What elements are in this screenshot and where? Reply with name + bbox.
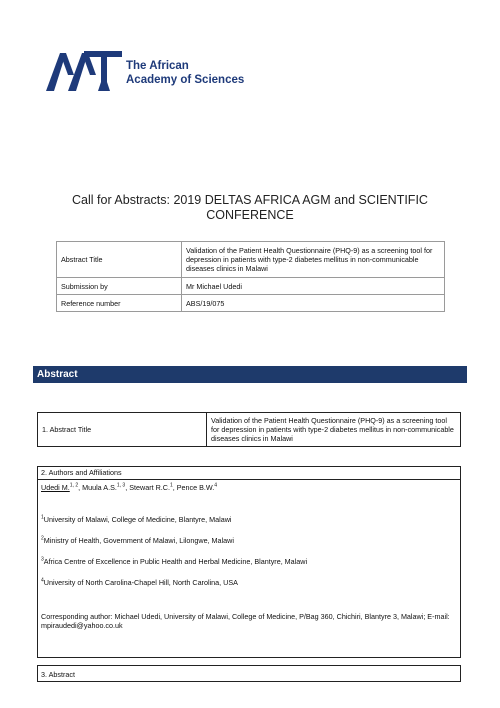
logo-line-2: Academy of Sciences: [126, 74, 245, 86]
author-name: , Stewart R.C.: [125, 483, 170, 492]
corresponding-author: Corresponding author: Michael Udedi, University of Malawi, College of Medicine, P/Bag 360, Chichiri, Blantyre 3, Malawi; E-mail: mpiraudedi@yahoo.co.uk: [41, 612, 450, 630]
affiliation-number: 1: [41, 514, 44, 521]
authors-affiliations-box: [37, 466, 461, 658]
affiliation-text: University of Malawi, College of Medicine, Blantyre, Malawi: [43, 515, 232, 524]
author-name: Udedi M.: [41, 483, 70, 492]
authors-body: [38, 480, 460, 633]
authors-header: 2. Authors and Affiliations: [38, 467, 460, 480]
table-cell-label: Submission by: [57, 278, 182, 295]
affiliation-text: Africa Centre of Excellence in Public Health and Herbal Medicine, Blantyre, Malawi: [43, 557, 308, 566]
author-affil-ref: 1, 3: [116, 482, 126, 489]
table-row: [57, 278, 445, 295]
table-row: [57, 242, 445, 278]
author-name: , Muula A.S.: [78, 483, 117, 492]
author-name: , Pence B.W.: [172, 483, 215, 492]
table-cell-label: Reference number: [57, 295, 182, 312]
table-cell-value: Validation of the Patient Health Questionnaire (PHQ-9) as a screening tool for depression in patients with type-2 diabetes mellitus in non-communicable diseases clinics in Malawi: [207, 413, 461, 447]
affiliation-number: 2: [41, 535, 44, 542]
logo-line-1: The African: [126, 60, 189, 72]
affiliation-number: 4: [41, 577, 44, 584]
aas-logo: [46, 47, 246, 97]
abstract-body-box: 3. Abstract: [37, 665, 461, 682]
affiliation: [41, 515, 457, 524]
abstract-title-table: [37, 412, 461, 447]
author-affil-ref: 1: [169, 482, 173, 489]
affiliation: [41, 557, 457, 566]
author-list: [41, 483, 457, 492]
table-row: [57, 295, 445, 312]
logo-text: [126, 59, 244, 87]
table-cell-value: Mr Michael Udedi: [182, 278, 445, 295]
affiliation-text: Ministry of Health, Government of Malawi, Lilongwe, Malawi: [43, 536, 234, 545]
table-cell-label: 1. Abstract Title: [38, 413, 207, 447]
page-title-line-2: CONFERENCE: [206, 208, 294, 222]
author-affil-ref: 1, 2: [69, 482, 79, 489]
aas-logo-icon: [46, 47, 124, 97]
affiliation-text: University of North Carolina-Chapel Hill, North Carolina, USA: [43, 578, 238, 587]
affiliation-number: 3: [41, 556, 44, 563]
page-title-line-1: Call for Abstracts: 2019 DELTAS AFRICA AGM and SCIENTIFIC: [72, 193, 428, 207]
table-cell-label: Abstract Title: [57, 242, 182, 278]
page-title: [40, 193, 460, 223]
table-cell-value: Validation of the Patient Health Questionnaire (PHQ-9) as a screening tool for depression in patients with type-2 diabetes mellitus in non-communicable diseases clinics in Malawi: [182, 242, 445, 278]
table-row: [38, 413, 461, 447]
submission-info-table: [56, 241, 445, 312]
affiliation: [41, 536, 457, 545]
abstract-section-header: Abstract: [33, 366, 467, 383]
affiliation: [41, 578, 457, 587]
author-affil-ref: 4: [214, 482, 218, 489]
table-cell-value: ABS/19/075: [182, 295, 445, 312]
